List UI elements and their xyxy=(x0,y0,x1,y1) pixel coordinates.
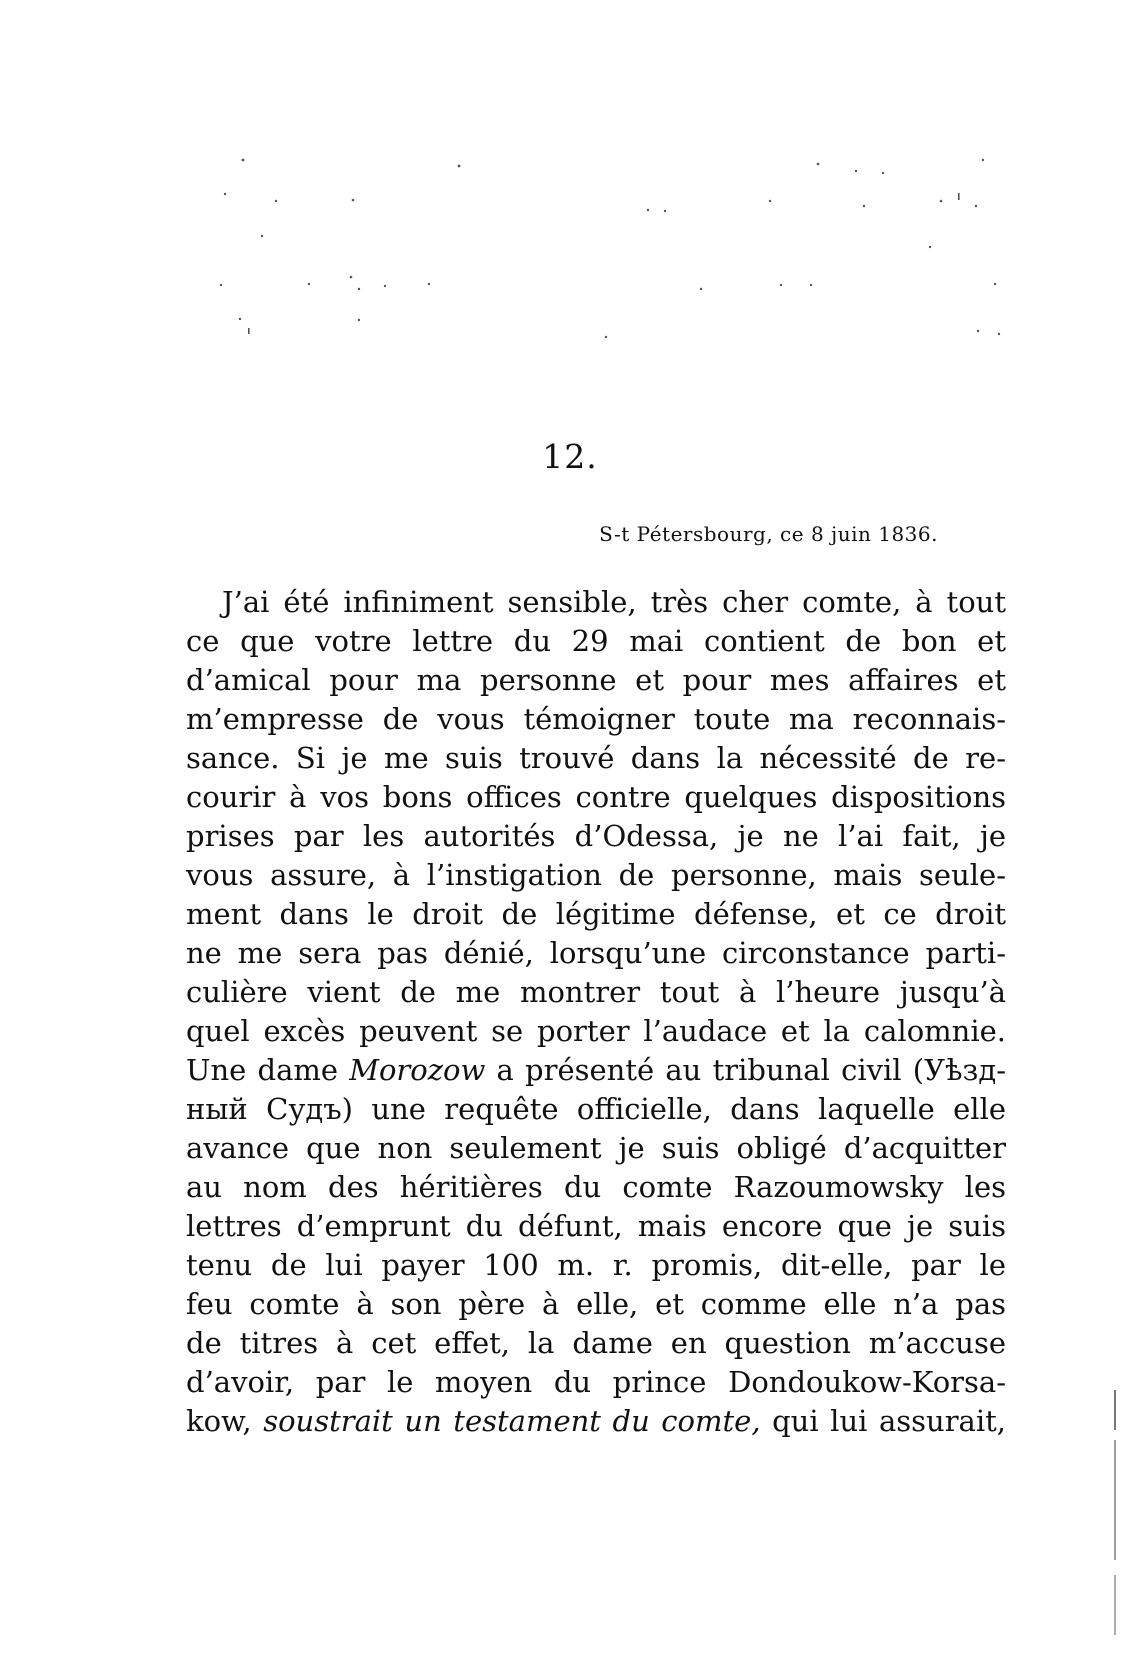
text-line: d’avoir, par le moyen du prince Dondoukow-Korsa- xyxy=(186,1365,1006,1399)
text-line: sance. Si je me suis trouvé dans la nécessité de re- xyxy=(186,741,1006,775)
text-line: ne me sera pas dénié, lorsqu’une circonstance parti- xyxy=(186,936,1006,970)
text-run: a présenté au tribunal civil (Уѣзд- xyxy=(485,1053,1006,1087)
text-line: culière vient de me montrer tout à l’heure jusqu’à xyxy=(186,975,1006,1009)
text-run: kow, xyxy=(186,1404,264,1438)
text-line: feu comte à son père à elle, et comme elle n’a pas xyxy=(186,1287,1006,1321)
page-number: 12. xyxy=(542,437,598,476)
text-line: quel excès peuvent se porter l’audace et la calomnie. xyxy=(186,1014,1006,1048)
text-line: prises par les autorités d’Odessa, je ne l’ai fait, je xyxy=(186,819,1006,853)
page-edge-mark xyxy=(1114,1390,1116,1430)
text-run: qui lui assurait, xyxy=(760,1404,1006,1438)
page-edge-mark xyxy=(1114,1575,1116,1635)
text-run: Une dame xyxy=(186,1053,350,1087)
text-line: au nom des héritières du comte Razoumowsky les xyxy=(186,1170,1006,1204)
text-line-mixed xyxy=(186,1051,1006,1090)
scan-specks xyxy=(0,0,1140,400)
italic-name-morozow: Morozow xyxy=(349,1053,486,1087)
text-line: d’amical pour ma personne et pour mes affaires et xyxy=(186,663,1006,697)
text-line: tenu de lui payer 100 m. r. promis, dit-elle, par le xyxy=(186,1248,1006,1282)
text-line: avance que non seulement je suis obligé d’acquitter xyxy=(186,1131,1006,1165)
letter-dateline: S-t Pétersbourg, ce 8 juin 1836. xyxy=(599,522,938,546)
text-line: lettres d’emprunt du défunt, mais encore que je suis xyxy=(186,1209,1006,1243)
text-line: ный Судъ) une requête officielle, dans laquelle elle xyxy=(186,1092,1006,1126)
text-line: vous assure, à l’instigation de personne, mais seule- xyxy=(186,858,1006,892)
text-line: m’empresse de vous témoigner toute ma reconnais- xyxy=(186,702,1006,736)
text-line: courir à vos bons offices contre quelques dispositions xyxy=(186,780,1006,814)
page-edge-mark xyxy=(1114,1440,1116,1560)
letter-body xyxy=(186,583,1006,1441)
text-line: J’ai été infiniment sensible, très cher comte, à tout xyxy=(222,585,1006,619)
italic-phrase: soustrait un testament du comte, xyxy=(263,1404,761,1438)
text-line-mixed xyxy=(186,1402,1006,1441)
text-line: ment dans le droit de légitime défense, et ce droit xyxy=(186,897,1006,931)
text-line: de titres à cet effet, la dame en question m’accuse xyxy=(186,1326,1006,1360)
text-line: ce que votre lettre du 29 mai contient de bon et xyxy=(186,624,1006,658)
